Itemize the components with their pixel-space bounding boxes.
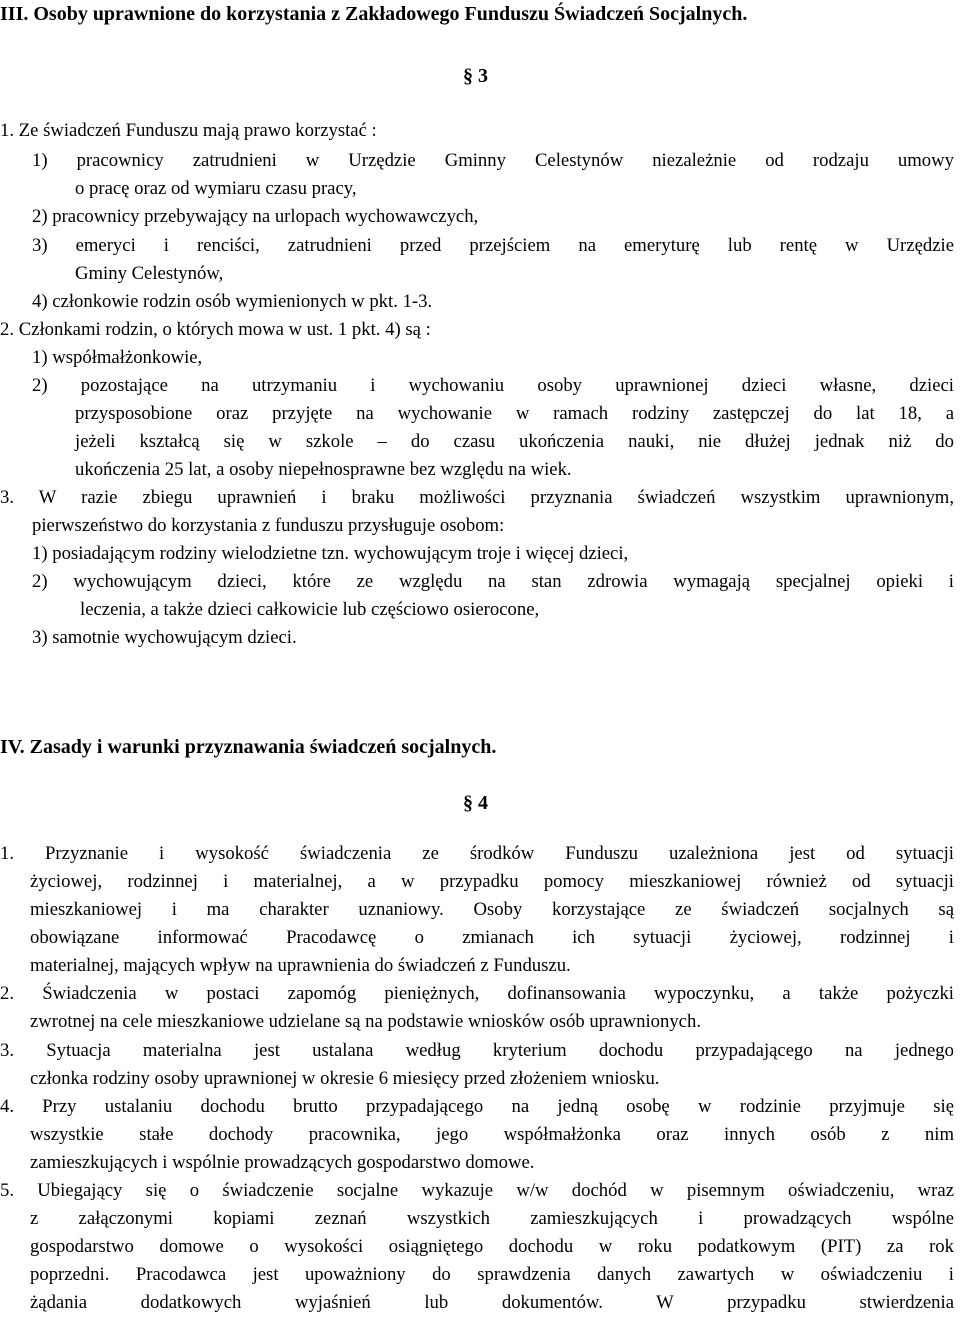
s4-p3-line-a: 3. Sytuacja materialna jest ustalana według kryterium dochodu przypadającego na jednego — [0, 1040, 954, 1061]
s4-p4-line-b: wszystkie stałe dochody pracownika, jego współmałżonka oraz innych osób z nim — [30, 1124, 954, 1145]
s4-p1-line-b: życiowej, rodzinnej i materialnej, a w przypadku pomocy mieszkaniowej również od sytuacji — [30, 871, 954, 892]
s4-p5-line-e: żądania dodatkowych wyjaśnień lub dokumentów. W przypadku stwierdzenia — [30, 1292, 954, 1313]
s4-p5-line-d: poprzedni. Pracodawca jest upoważniony do sprawdzenia danych zawartych w oświadczeniu i — [30, 1264, 954, 1285]
s3-p1-item2: 2) pracownicy przebywający na urlopach wychowawczych, — [32, 206, 479, 227]
s3-p3-item3: 3) samotnie wychowującym dzieci. — [32, 627, 297, 648]
s4-p2-line-b: zwrotnej na cele mieszkaniowe udzielane są na podstawie wniosków osób uprawnionych. — [30, 1011, 701, 1032]
s3-p2-item2b: przysposobione oraz przyjęte na wychowanie w ramach rodziny zastępczej do lat 18, a — [75, 403, 954, 424]
s4-p1-line-e: materialnej, mających wpływ na uprawnienia do świadczeń z Funduszu. — [30, 955, 571, 976]
s4-p1-line-a: 1. Przyznanie i wysokość świadczenia ze środków Funduszu uzależniona jest od sytuacji — [0, 843, 954, 864]
s3-p3-intro-b: pierwszeństwo do korzystania z funduszu przysługuje osobom: — [32, 515, 505, 536]
s4-p1-line-c: mieszkaniowej i ma charakter uznaniowy. Osoby korzystające ze świadczeń socjalnych są — [30, 899, 954, 920]
s3-p1-item1b: o pracę oraz od wymiaru czasu pracy, — [75, 178, 357, 199]
s3-p2-item2c: jeżeli kształcą się w szkole – do czasu ukończenia nauki, nie dłużej jednak niż do — [75, 431, 954, 452]
s3-p3-item2a: 2) wychowującym dzieci, które ze względu na stan zdrowia wymagają specjalnej opieki i — [32, 571, 954, 592]
s4-p5-line-a: 5. Ubiegający się o świadczenie socjalne wykazuje w/w dochód w pisemnym oświadczeniu, wraz — [0, 1180, 954, 1201]
s3-p1-item1a: 1) pracownicy zatrudnieni w Urzędzie Gminny Celestynów niezależnie od rodzaju umowy — [32, 150, 954, 171]
s3-p2-intro: 2. Członkami rodzin, o których mowa w ust. 1 pkt. 4) są : — [0, 319, 431, 340]
s3-p2-item1: 1) współmałżonkowie, — [32, 347, 203, 368]
s3-p1-intro: 1. Ze świadczeń Funduszu mają prawo korzystać : — [0, 120, 377, 141]
section-4-heading: IV. Zasady i warunki przyznawania świadczeń socjalnych. — [0, 736, 497, 758]
paragraph-4-sign: § 4 — [463, 792, 488, 814]
s4-p4-line-a: 4. Przy ustalaniu dochodu brutto przypadającego na jedną osobę w rodzinie przyjmuje się — [0, 1096, 954, 1117]
s3-p1-item4: 4) członkowie rodzin osób wymienionych w pkt. 1-3. — [32, 291, 433, 312]
s4-p3-line-b: członka rodziny osoby uprawnionej w okresie 6 miesięcy przed złożeniem wniosku. — [30, 1068, 660, 1089]
s4-p1-line-d: obowiązane informować Pracodawcę o zmianach ich sytuacji życiowej, rodzinnej i — [30, 927, 954, 948]
s3-p3-item2b: leczenia, a także dzieci całkowicie lub częściowo osierocone, — [80, 599, 540, 620]
s3-p3-intro-a: 3. W razie zbiegu uprawnień i braku możliwości przyznania świadczeń wszystkim uprawnionym, — [0, 487, 954, 508]
section-3-heading: III. Osoby uprawnione do korzystania z Zakładowego Funduszu Świadczeń Socjalnych. — [0, 3, 748, 25]
s4-p4-line-c: zamieszkujących i wspólnie prowadzących gospodarstwo domowe. — [30, 1152, 535, 1173]
s4-p5-line-c: gospodarstwo domowe o wysokości osiągniętego dochodu w roku podatkowym (PIT) za rok — [30, 1236, 954, 1257]
s3-p1-item3a: 3) emeryci i renciści, zatrudnieni przed przejściem na emeryturę lub rentę w Urzędzie — [32, 235, 954, 256]
s3-p2-item2a: 2) pozostające na utrzymaniu i wychowaniu osoby uprawnionej dzieci własne, dzieci — [32, 375, 954, 396]
s3-p2-item2d: ukończenia 25 lat, a osoby niepełnosprawne bez względu na wiek. — [75, 459, 572, 480]
s4-p5-line-b: z załączonymi kopiami zeznań wszystkich zamieszkujących i prowadzących wspólne — [30, 1208, 954, 1229]
paragraph-3-sign: § 3 — [463, 65, 488, 87]
s3-p3-item1: 1) posiadającym rodziny wielodzietne tzn. wychowującym troje i więcej dzieci, — [32, 543, 629, 564]
s4-p2-line-a: 2. Świadczenia w postaci zapomóg pieniężnych, dofinansowania wypoczynku, a także pożyczki — [0, 983, 954, 1004]
s3-p1-item3b: Gminy Celestynów, — [75, 263, 224, 284]
